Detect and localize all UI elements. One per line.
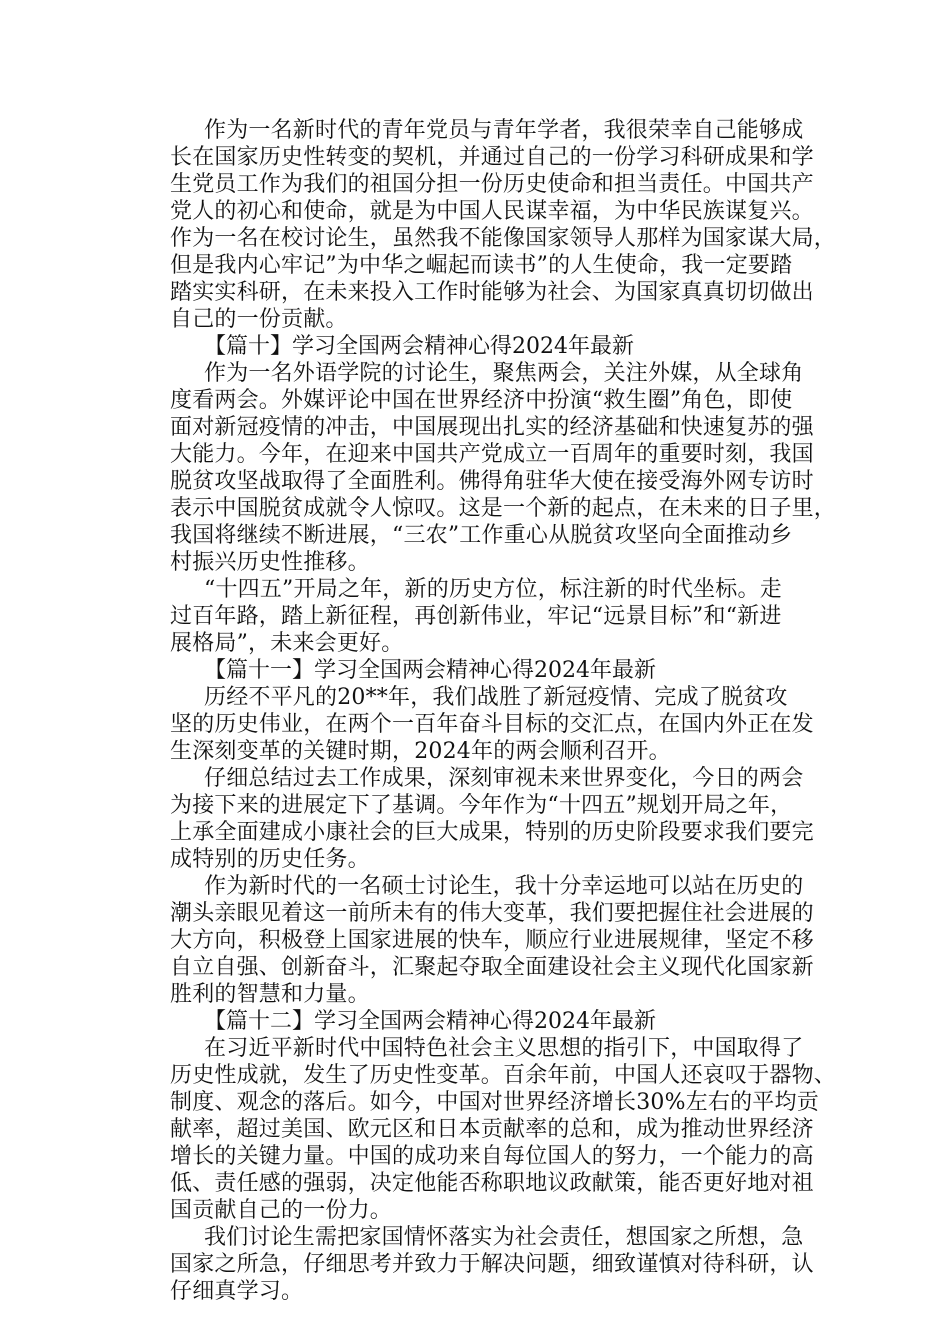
section-heading: 【篇十】学习全国两会精神心得2024年最新	[204, 334, 634, 359]
text-line: 村振兴历史性推移。	[170, 550, 370, 575]
text-line: 我们讨论生需把家国情怀落实为社会责任，想国家之所想，急	[204, 1225, 804, 1250]
text-line: 为接下来的进展定下了基调。今年作为“十四五”规划开局之年，	[170, 793, 793, 818]
text-line: 成特别的历史任务。	[170, 847, 370, 872]
text-line: 潮头亲眼见着这一前所未有的伟大变革，我们要把握住社会进展的	[170, 901, 814, 926]
text-line: 增长的关键力量。中国的成功来自每位国人的努力，一个能力的高	[170, 1144, 814, 1169]
text-line: 大能力。今年，在迎来中国共产党成立一百周年的重要时刻，我国	[170, 442, 814, 467]
text-line: 党人的初心和使命，就是为中国人民谋幸福，为中华民族谋复兴。	[170, 199, 814, 224]
text-line: 作为一名外语学院的讨论生，聚焦两会，关注外媒，从全球角	[204, 361, 804, 386]
paragraph	[170, 360, 837, 576]
text-line: 脱贫攻坚战取得了全面胜利。佛得角驻华大使在接受海外网专访时	[170, 469, 814, 494]
text-line: “十四五”开局之年，新的历史方位，标注新的时代坐标。走	[204, 577, 782, 602]
text-line: 作为一名在校讨论生，虽然我不能像国家领导人那样为国家谋大局，	[170, 226, 837, 251]
text-line: 踏实实科研，在未来投入工作时能够为社会、为国家真真切切做出	[170, 280, 814, 305]
text-line: 历经不平凡的20**年，我们战胜了新冠疫情、完成了脱贫攻	[204, 685, 788, 710]
text-line: 自己的一份贡献。	[170, 307, 348, 332]
section-heading: 【篇十二】学习全国两会精神心得2024年最新	[204, 1009, 656, 1034]
document-page	[170, 117, 837, 1305]
text-line: 自立自强、创新奋斗，汇聚起夺取全面建设社会主义现代化国家新	[170, 955, 814, 980]
text-line: 我国将继续不断进展，“三农”工作重心从脱贫攻坚向全面推动乡	[170, 523, 793, 548]
paragraph	[170, 1035, 837, 1224]
text-line: 面对新冠疫情的冲击，中国展现出扎实的经济基础和快速复苏的强	[170, 415, 814, 440]
text-line: 历史性成就，发生了历史性变革。百余年前，中国人还哀叹于器物、	[170, 1063, 837, 1088]
text-line: 低、责任感的强弱，决定他能否称职地议政献策，能否更好地对祖	[170, 1171, 814, 1196]
text-line: 但是我内心牢记”为中华之崛起而读书”的人生使命，我一定要踏	[170, 253, 793, 278]
text-line: 大方向，积极登上国家进展的快车，顺应行业进展规律，坚定不移	[170, 928, 814, 953]
text-line: 生党员工作为我们的祖国分担一份历史使命和担当责任。中国共产	[170, 172, 814, 197]
text-line: 坚的历史伟业，在两个一百年奋斗目标的交汇点，在国内外正在发	[170, 712, 814, 737]
text-line: 展格局”，未来会更好。	[170, 631, 404, 656]
text-line: 胜利的智慧和力量。	[170, 982, 370, 1007]
paragraph	[170, 873, 825, 1008]
text-line: 度看两会。外媒评论中国在世界经济中扮演“救生圈”角色，即使	[170, 388, 793, 413]
paragraph	[170, 117, 837, 333]
text-line: 国家之所急，仔细思考并致力于解决问题，细致谨慎对待科研，认	[170, 1252, 814, 1277]
section-heading: 【篇十一】学习全国两会精神心得2024年最新	[204, 658, 656, 683]
paragraph	[170, 684, 825, 765]
text-line: 长在国家历史性转变的契机，并通过自己的一份学习科研成果和学	[170, 145, 814, 170]
paragraph	[170, 765, 825, 873]
text-line: 表示中国脱贫成就令人惊叹。这是一个新的起点，在未来的日子里，	[170, 496, 837, 521]
text-line: 国贡献自己的一份力。	[170, 1198, 393, 1223]
text-line: 在习近平新时代中国特色社会主义思想的指引下，中国取得了	[204, 1036, 804, 1061]
text-line: 上承全面建成小康社会的巨大成果，特别的历史阶段要求我们要完	[170, 820, 814, 845]
text-line: 献率，超过美国、欧元区和日本贡献率的总和，成为推动世界经济	[170, 1117, 814, 1142]
text-line: 过百年路，踏上新征程，再创新伟业，牢记“远景目标”和“新进	[170, 604, 782, 629]
text-line: 仔细总结过去工作成果，深刻审视未来世界变化，今日的两会	[204, 766, 804, 791]
text-line: 生深刻变革的关键时期，2024年的两会顺利召开。	[170, 739, 671, 764]
text-line: 作为一名新时代的青年党员与青年学者，我很荣幸自己能够成	[204, 118, 804, 143]
paragraph	[170, 1224, 825, 1305]
text-line: 作为新时代的一名硕士讨论生，我十分幸运地可以站在历史的	[204, 874, 804, 899]
text-line: 制度、观念的落后。如今，中国对世界经济增长30%左右的平均贡	[170, 1090, 819, 1115]
paragraph	[170, 576, 825, 657]
text-line: 仔细真学习。	[170, 1279, 304, 1304]
